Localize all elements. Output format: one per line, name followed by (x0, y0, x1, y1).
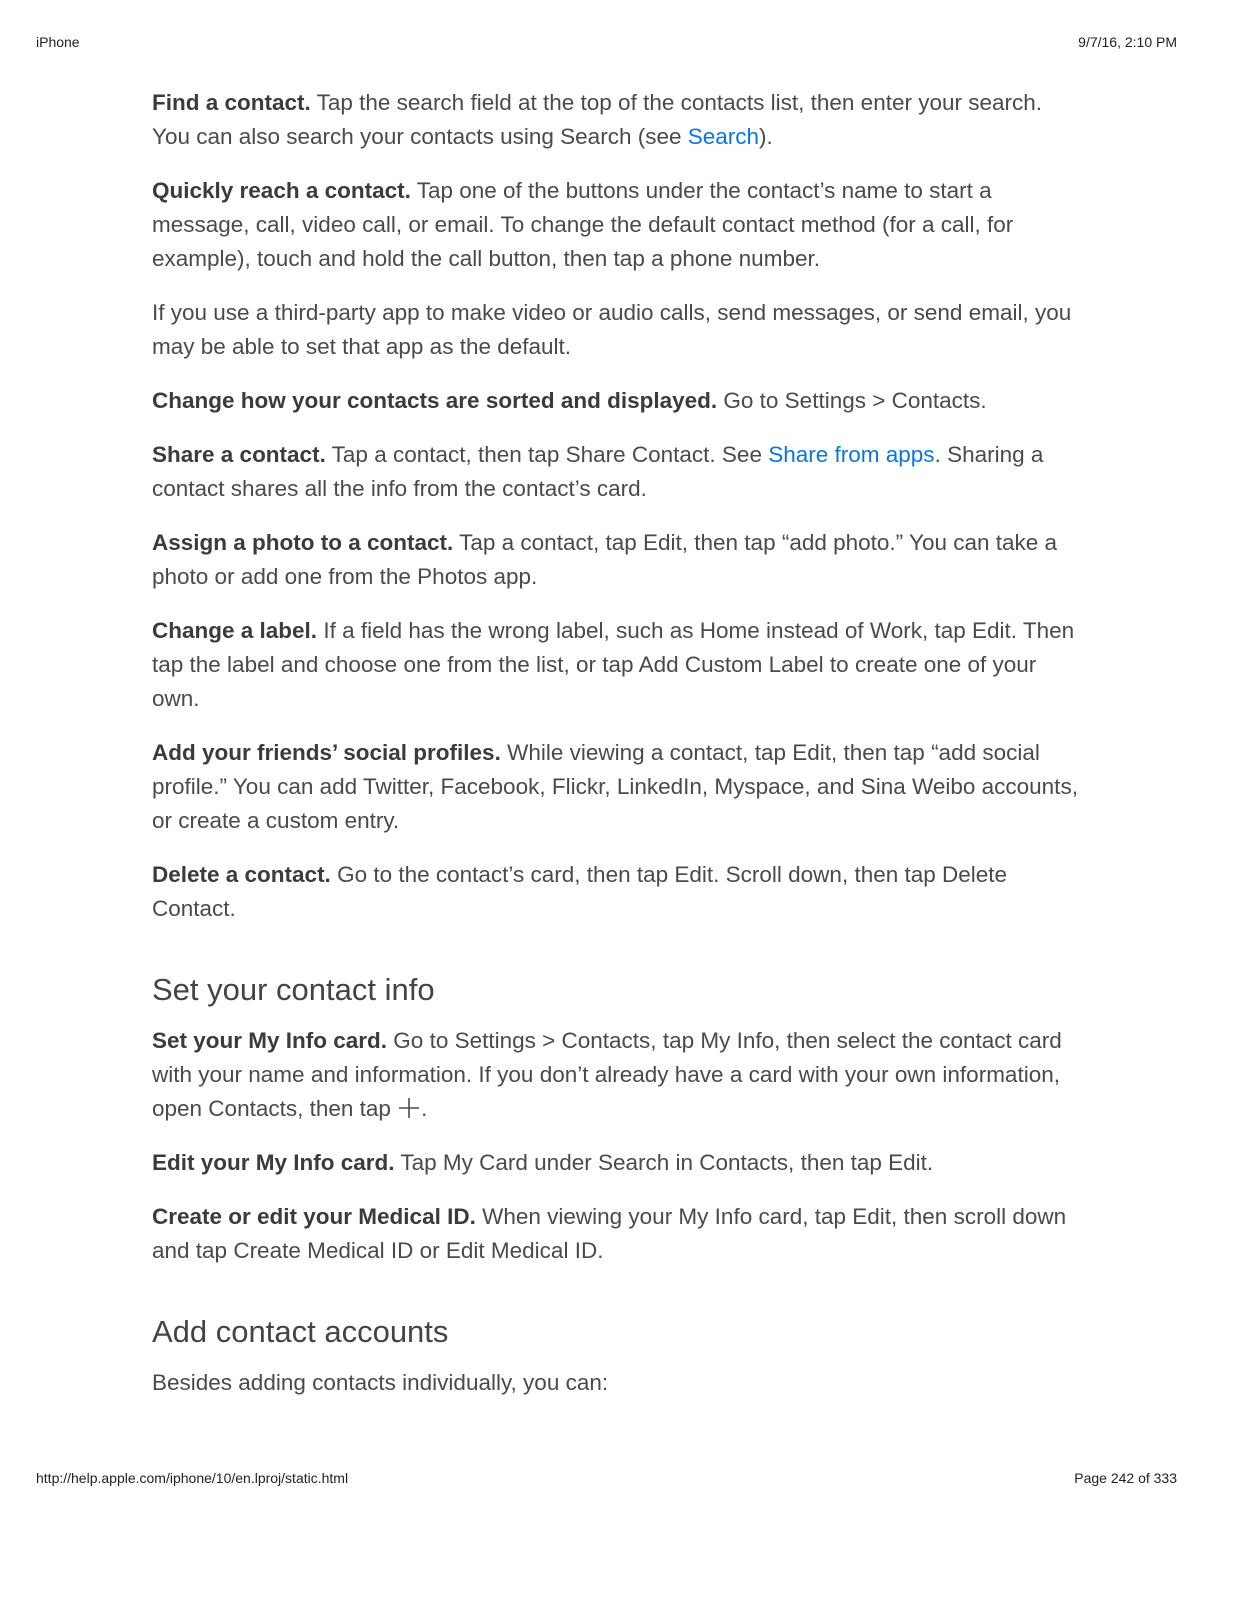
heading-set-contact-info: Set your contact info (152, 972, 435, 1007)
paragraph-reach-contact (152, 174, 1082, 276)
header-title: iPhone (36, 34, 80, 50)
page-header (36, 34, 1177, 50)
paragraph-change-label (152, 614, 1082, 716)
term-sort-contacts: Change how your contacts are sorted and displayed. (152, 388, 718, 413)
page-footer (36, 1470, 1177, 1486)
term-share-contact: Share a contact. (152, 442, 326, 467)
text-edit-my-info: Tap My Card under Search in Contacts, then tap Edit. (394, 1150, 934, 1175)
term-find-contact: Find a contact. (152, 90, 311, 115)
text-sort-contacts: Go to Settings > Contacts. (717, 388, 987, 413)
term-reach-contact: Quickly reach a contact. (152, 178, 411, 203)
text-medical-id: When viewing your My Info card, tap Edit, then scroll down and tap Create Medical ID or Edit Medical ID. (152, 1204, 1067, 1263)
text-third-party: If you use a third-party app to make video or audio calls, send messages, or send email, you may be able to set that app as the default. (152, 300, 1072, 359)
text-social-profiles: While viewing a contact, tap Edit, then tap “add social profile.” You can add Twitter, Facebook, Flickr, LinkedIn, Myspace, and Sina Weibo accounts, or create a custom entry. (152, 740, 1078, 833)
paragraph-edit-my-info (152, 1146, 1082, 1180)
paragraph-assign-photo (152, 526, 1082, 594)
text-my-info-card-end: . (421, 1096, 428, 1121)
text-find-contact: Tap the search field at the top of the contacts list, then enter your search. You can also search your contacts using Search (see (152, 90, 1043, 149)
paragraph-medical-id (152, 1200, 1082, 1268)
footer-url: http://help.apple.com/iphone/10/en.lproj/static.html (36, 1470, 349, 1486)
term-social-profiles: Add your friends’ social profiles. (152, 740, 501, 765)
footer-page-number: Page 242 of 333 (1074, 1470, 1177, 1486)
paragraph-share-contact (152, 438, 1082, 506)
text-delete-contact: Go to the contact’s card, then tap Edit. Scroll down, then tap Delete Contact. (152, 862, 1008, 921)
paragraph-my-info-card (152, 1024, 1082, 1126)
term-change-label: Change a label. (152, 618, 318, 643)
term-edit-my-info: Edit your My Info card. (152, 1150, 395, 1175)
text-share-contact-end: . Sharing a contact shares all the info from the contact’s card. (152, 442, 1044, 501)
search-link[interactable]: Search (687, 124, 760, 149)
text-assign-photo: Tap a contact, tap Edit, then tap “add photo.” You can take a photo or add one from the Photos app. (152, 530, 1058, 589)
heading-add-contact-accounts: Add contact accounts (152, 1314, 449, 1349)
text-my-info-card: Go to Settings > Contacts, tap My Info, then select the contact card with your name and information. If you don’t already have a card with your own information, open Contacts, then tap (152, 1028, 1062, 1121)
term-delete-contact: Delete a contact. (152, 862, 331, 887)
paragraph-delete-contact (152, 858, 1082, 926)
paragraph-social-profiles (152, 736, 1082, 838)
paragraph-sort-contacts (152, 384, 1082, 418)
paragraph-besides-adding (152, 1366, 1082, 1400)
paragraph-find-contact (152, 86, 1082, 154)
text-find-contact-end: ). (759, 124, 773, 149)
share-from-apps-link[interactable]: Share from apps (768, 442, 935, 467)
term-medical-id: Create or edit your Medical ID. (152, 1204, 476, 1229)
header-timestamp: 9/7/16, 2:10 PM (1078, 34, 1177, 50)
text-reach-contact: Tap one of the buttons under the contact’s name to start a message, call, video call, or email. To change the default contact method (for a call, for example), touch and hold the call button, then tap a phone number. (152, 178, 1014, 271)
text-share-contact: Tap a contact, then tap Share Contact. See (325, 442, 769, 467)
text-besides-adding: Besides adding contacts individually, you can: (152, 1370, 609, 1395)
text-change-label: If a field has the wrong label, such as Home instead of Work, tap Edit. Then tap the label and choose one from the list, or tap Add Custom Label to create one of your own. (152, 618, 1075, 711)
article-content (152, 86, 1082, 1420)
paragraph-third-party (152, 296, 1082, 364)
term-assign-photo: Assign a photo to a contact. (152, 530, 454, 555)
plus-icon (398, 1095, 420, 1117)
term-my-info-card: Set your My Info card. (152, 1028, 388, 1053)
